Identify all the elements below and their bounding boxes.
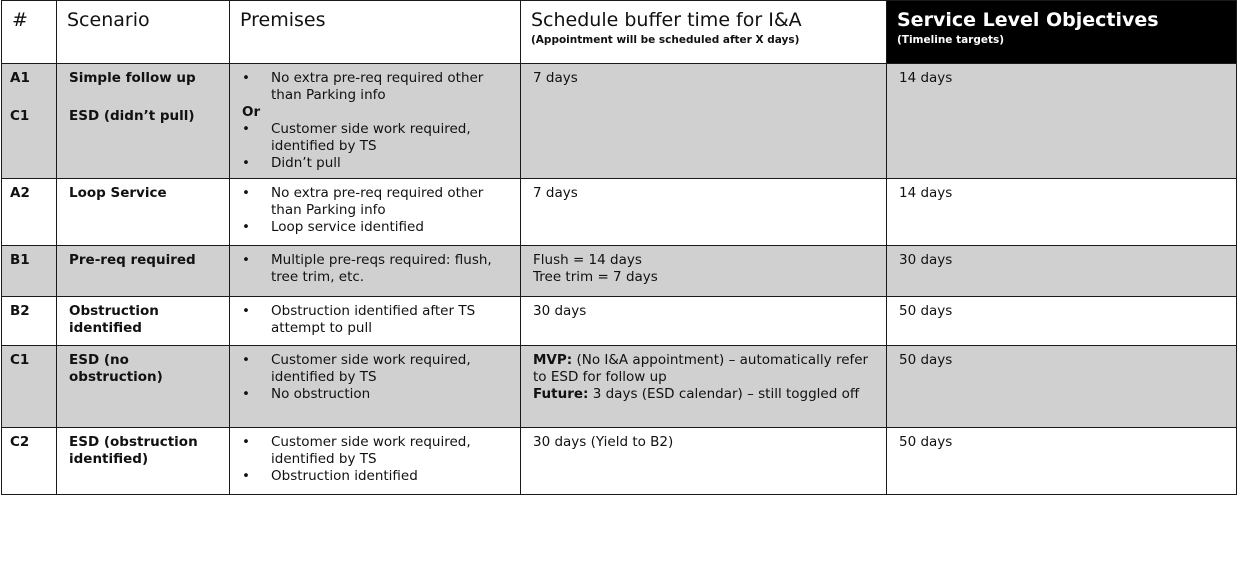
header-premises: Premises (230, 1, 521, 64)
or-label: Or (242, 104, 261, 120)
row-id: C2 (2, 428, 57, 495)
premises-cell (230, 64, 521, 179)
slo-value: 50 days (887, 346, 1237, 428)
slo-value: 30 days (887, 246, 1237, 297)
premise-item: • Customer side work required, identified by TS (242, 352, 512, 386)
table-row (2, 64, 1237, 179)
header-slo-title: Service Level Objectives (897, 9, 1159, 31)
premises-cell (230, 179, 521, 246)
premises-cell (230, 297, 521, 346)
row-id: C1 (10, 108, 30, 124)
scenario-name: ESD (didn’t pull) (69, 108, 195, 124)
buffer-future (533, 386, 878, 403)
row-id: A2 (2, 179, 57, 246)
premises-cell (230, 246, 521, 297)
premise-item: • No extra pre-req required other than Parking info (242, 185, 512, 219)
buffer-value: 7 days (521, 179, 887, 246)
premises-cell (230, 428, 521, 495)
header-buffer-subtitle: (Appointment will be scheduled after X days) (531, 34, 800, 46)
buffer-value: 7 days (533, 70, 578, 86)
buffer-cell (521, 64, 887, 179)
scenario-name: Simple follow up (69, 70, 196, 86)
premise-item: • Obstruction identified (242, 468, 512, 485)
slo-value: 14 days (899, 70, 953, 86)
table-row (2, 297, 1237, 346)
premise-item: • No obstruction (242, 386, 512, 403)
premise-item: • Loop service identified (242, 219, 512, 236)
header-buffer-title: Schedule buffer time for I&A (531, 9, 802, 31)
scenario-name: Obstruction identified (57, 297, 230, 346)
buffer-value: 30 days (521, 297, 887, 346)
scenario-name: ESD (no obstruction) (57, 346, 230, 428)
premise-item: • Customer side work required, identified by TS (242, 434, 512, 468)
scenario-name: ESD (obstruction identified) (57, 428, 230, 495)
slo-cell (887, 64, 1237, 179)
scenario-name: Loop Service (57, 179, 230, 246)
buffer-mvp (533, 352, 878, 386)
premise-item: • No extra pre-req required other than Parking info (242, 70, 512, 104)
scenario-table (1, 0, 1237, 495)
table-row (2, 246, 1237, 297)
mvp-text: (No I&A appointment) – automatically refer to ESD for follow up (533, 352, 869, 385)
header-slo (887, 1, 1237, 64)
scenario-name: Pre-req required (57, 246, 230, 297)
row-id: C1 (2, 346, 57, 428)
header-row (2, 1, 1237, 64)
slo-value: 14 days (887, 179, 1237, 246)
future-label: Future: (533, 386, 589, 402)
premise-item: • Multiple pre-reqs required: flush, tree trim, etc. (242, 252, 512, 286)
buffer-cell (521, 246, 887, 297)
slo-value: 50 days (887, 297, 1237, 346)
header-scenario: Scenario (57, 1, 230, 64)
future-text: 3 days (ESD calendar) – still toggled off (592, 386, 860, 402)
premises-cell (230, 346, 521, 428)
table-row (2, 346, 1237, 428)
buffer-line: Flush = 14 days (533, 252, 642, 268)
header-buffer (521, 1, 887, 64)
scenario-cell (57, 64, 230, 179)
header-num: # (2, 1, 57, 64)
premise-item: • Didn’t pull (242, 155, 512, 172)
buffer-cell (521, 346, 887, 428)
row-id: B2 (2, 297, 57, 346)
buffer-line: Tree trim = 7 days (533, 269, 658, 285)
row-id: B1 (2, 246, 57, 297)
row-id: A1 (10, 70, 30, 86)
buffer-value: 30 days (Yield to B2) (521, 428, 887, 495)
table-row (2, 179, 1237, 246)
premise-item: • Obstruction identified after TS attempt to pull (242, 303, 512, 337)
premise-item: • Customer side work required, identified by TS (242, 121, 512, 155)
slo-value: 50 days (887, 428, 1237, 495)
header-slo-subtitle: (Timeline targets) (897, 34, 1005, 46)
row-id-cell (2, 64, 57, 179)
mvp-label: MVP: (533, 352, 573, 368)
table-row (2, 428, 1237, 495)
